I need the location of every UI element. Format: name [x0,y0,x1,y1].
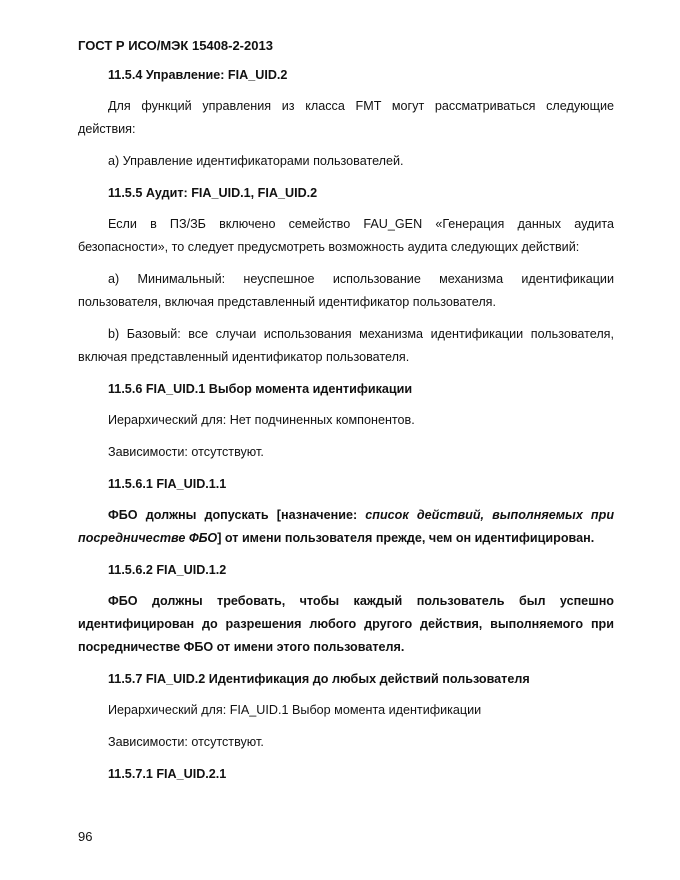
subsection-heading-11-5-7-1: 11.5.7.1 FIA_UID.2.1 [108,767,227,781]
dependencies-note: Зависимости: отсутствуют. [108,735,264,749]
hierarchical-note: Иерархический для: FIA_UID.1 Выбор момента идентификации [108,703,482,717]
section-heading-11-5-7: 11.5.7 FIA_UID.2 Идентификация до любых действий пользователя [108,672,530,686]
document-header: ГОСТ Р ИСО/МЭК 15408-2-2013 [78,38,273,53]
paragraph: Для функций управления из класса FMT могут рассматриваться следующие действия: [78,99,614,136]
paragraph: а) Минимальный: неуспешное использование механизма идентификации пользователя, включая представленный идентификатор пользователя. [78,272,614,309]
hierarchical-note: Иерархический для: Нет подчиненных компонентов. [108,413,415,427]
subsection-heading-11-5-6-2: 11.5.6.2 FIA_UID.1.2 [108,563,227,577]
section-heading-11-5-4: 11.5.4 Управление: FIA_UID.2 [108,68,288,82]
section-heading-11-5-5: 11.5.5 Аудит: FIA_UID.1, FIA_UID.2 [108,186,318,200]
page-content [78,64,614,794]
requirement-text: ФБО должны допускать [назначение: [108,508,366,522]
paragraph: Если в ПЗ/ЗБ включено семейство FAU_GEN «Генерация данных аудита безопасности», то следует предусмотреть возможность аудита следующих действий: [78,217,614,254]
requirement-fia-uid-1-2: ФБО должны требовать, чтобы каждый пользователь был успешно идентифицирован до разрешения любого другого действия, выполняемого при посредничестве ФБО от имени этого пользователя. [78,594,614,654]
paragraph: а) Управление идентификаторами пользователей. [108,154,404,168]
dependencies-note: Зависимости: отсутствуют. [108,445,264,459]
requirement-text: ] от имени пользователя прежде, чем он идентифицирован. [217,531,595,545]
section-heading-11-5-6: 11.5.6 FIA_UID.1 Выбор момента идентификации [108,382,413,396]
paragraph: b) Базовый: все случаи использования механизма идентификации пользователя, включая представленный идентификатор пользователя. [78,327,614,364]
subsection-heading-11-5-6-1: 11.5.6.1 FIA_UID.1.1 [108,477,227,491]
assignment-text: список действий, выполняемых при посредничестве ФБО [78,508,615,545]
page-number: 96 [78,829,93,844]
requirement-fia-uid-1-1 [78,504,614,550]
